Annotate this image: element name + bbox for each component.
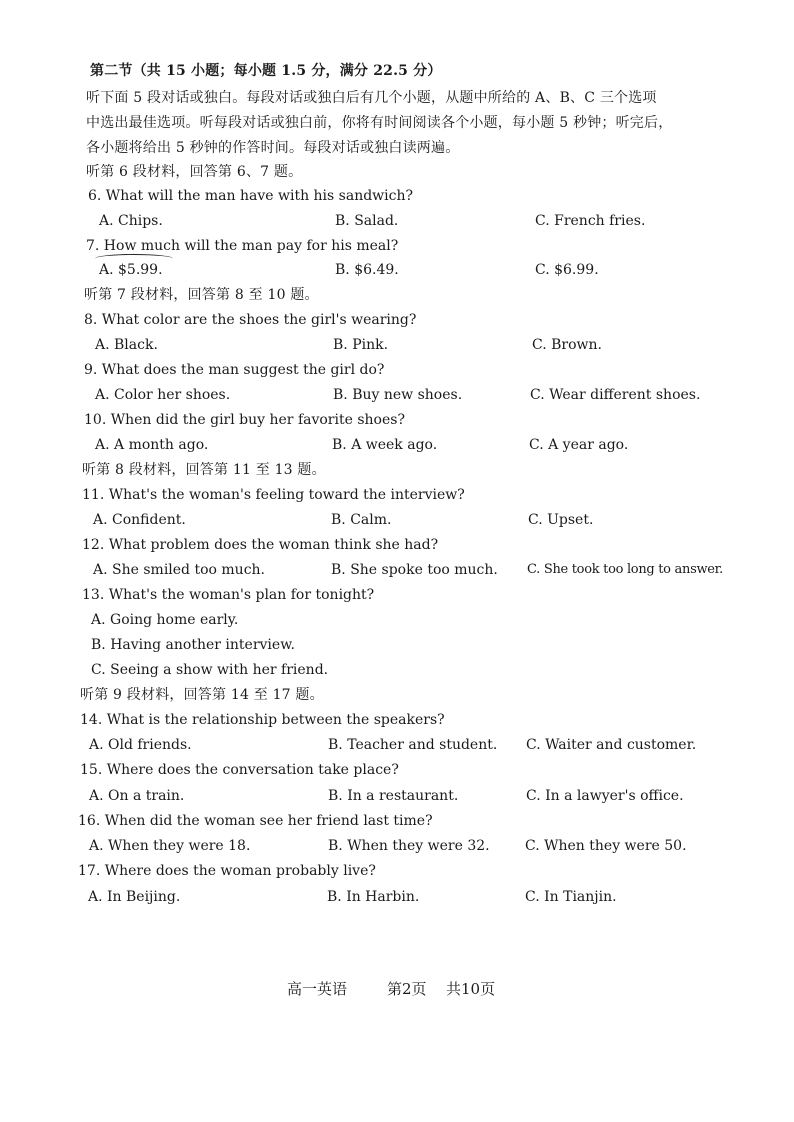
option-a: A. Black. <box>95 337 158 353</box>
question-text: 11. What's the woman's feeling toward the interview? <box>82 487 465 503</box>
option-a: A. On a train. <box>89 788 185 804</box>
option-c: C. In a lawyer's office. <box>526 788 684 804</box>
question-text: 10. When did the girl buy her favorite shoes? <box>84 412 405 428</box>
option-c: C. Waiter and customer. <box>526 737 697 753</box>
question-text: 16. When did the woman see her friend last time? <box>78 813 433 829</box>
question-text: 8. What color are the shoes the girl's wearing? <box>84 312 417 328</box>
question-text: 17. Where does the woman probably live? <box>78 863 376 879</box>
footer-total-pages: 共10页 <box>446 980 496 998</box>
option-a: A. When they were 18. <box>89 838 251 854</box>
option-b: B. Calm. <box>331 512 392 528</box>
question-text: 6. What will the man have with his sandwich? <box>88 188 413 204</box>
option-c: C. When they were 50. <box>525 838 687 854</box>
option-a: A. Confident. <box>93 512 186 528</box>
option-c: C. Brown. <box>532 337 602 353</box>
option-b: B. Teacher and student. <box>328 737 498 753</box>
option-c: C. Upset. <box>528 512 594 528</box>
question-text: 7. How much will the man pay for his meal? <box>86 238 399 254</box>
question-text: 12. What problem does the woman think she had? <box>82 537 439 553</box>
group-intro: 听第 9 段材料，回答第 14 至 17 题。 <box>80 687 324 703</box>
option-b: B. $6.49. <box>335 262 399 278</box>
option-c: C. French fries. <box>535 213 646 229</box>
instruction-line: 中选出最佳选项。听每段对话或独白前，你将有时间阅读各个小题，每小题 5 秒钟；听完后， <box>86 115 673 131</box>
question-text: 13. What's the woman's plan for tonight? <box>82 587 375 603</box>
option-b: B. Buy new shoes. <box>333 387 463 403</box>
option-a: A. In Beijing. <box>88 889 181 905</box>
option-b: B. Pink. <box>333 337 389 353</box>
question-text: 15. Where does the conversation take place? <box>80 762 399 778</box>
instruction-line: 听下面 5 段对话或独白。每段对话或独白后有几个小题，从题中所给的 A、B、C 三个选项 <box>86 90 657 106</box>
option-b: B. In Harbin. <box>327 889 420 905</box>
footer-subject: 高一英语 <box>287 980 348 998</box>
option-c: C. She took too long to answer. <box>527 562 723 577</box>
option-b: B. Salad. <box>335 213 399 229</box>
option-b: B. A week ago. <box>332 437 438 453</box>
option-a: A. A month ago. <box>95 437 209 453</box>
option-c: C. Seeing a show with her friend. <box>91 662 329 678</box>
option-c: C. Wear different shoes. <box>530 387 701 403</box>
option-a: A. She smiled too much. <box>93 562 265 578</box>
option-a: A. $5.99. <box>99 262 163 278</box>
group-intro: 听第 6 段材料，回答第 6、7 题。 <box>86 164 303 180</box>
option-b: B. In a restaurant. <box>328 788 459 804</box>
option-a: A. Old friends. <box>89 737 192 753</box>
option-c: C. A year ago. <box>529 437 629 453</box>
option-b: B. She spoke too much. <box>331 562 498 578</box>
option-c: C. In Tianjin. <box>525 889 617 905</box>
footer-page-number: 第2页 <box>387 980 427 998</box>
section-heading: 第二节（共 15 小题；每小题 1.5 分，满分 22.5 分） <box>90 63 442 79</box>
question-text: 14. What is the relationship between the speakers? <box>80 712 445 728</box>
option-b: B. When they were 32. <box>328 838 490 854</box>
group-intro: 听第 7 段材料，回答第 8 至 10 题。 <box>84 287 319 303</box>
question-text: 9. What does the man suggest the girl do? <box>84 362 385 378</box>
option-c: C. $6.99. <box>535 262 599 278</box>
option-b: B. Having another interview. <box>91 637 295 653</box>
option-a: A. Going home early. <box>91 612 239 628</box>
option-a: A. Color her shoes. <box>95 387 231 403</box>
instruction-line: 各小题将给出 5 秒钟的作答时间。每段对话或独白读两遍。 <box>86 140 460 156</box>
group-intro: 听第 8 段材料，回答第 11 至 13 题。 <box>82 462 326 478</box>
option-a: A. Chips. <box>99 213 163 229</box>
